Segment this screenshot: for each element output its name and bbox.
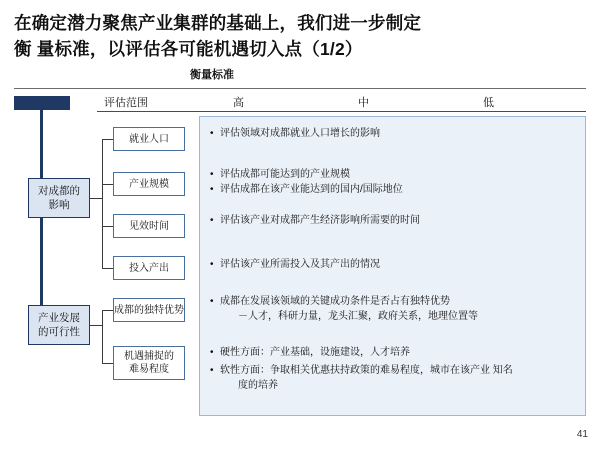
sub-item-label: 成都的独特优势 xyxy=(114,304,184,316)
bullet-item xyxy=(210,182,570,197)
sub-item-industry-scale xyxy=(113,172,185,196)
bullet-text: 软性方面：争取相关优惠扶持政策的难易程度，城市在该产业 知名 xyxy=(220,365,513,376)
bullet-item xyxy=(210,126,570,141)
page-number: 41 xyxy=(576,429,588,440)
bullet-text: 评估领域对成都就业人口增长的影响 xyxy=(220,128,380,139)
bullet-marker: • xyxy=(210,215,214,226)
category-impact-line2: 影响 xyxy=(48,199,70,211)
connector-impact-branch-3 xyxy=(102,226,113,227)
sub-item-input-output xyxy=(113,256,185,280)
connector-impact-branch-4 xyxy=(102,268,113,269)
category-feasible-line2: 的可行性 xyxy=(38,326,80,338)
bullet-item xyxy=(210,167,570,182)
connector-impact-branch-2 xyxy=(102,184,113,185)
bullet-text: 评估成都在该产业能达到的国内/国际地位 xyxy=(220,184,403,195)
sub-item-label: 见效时间 xyxy=(129,220,169,232)
connector-feasibility-stem xyxy=(90,325,102,326)
bullet-text: 硬性方面：产业基础，设施建设，人才培养 xyxy=(220,347,410,358)
navy-accent-bar xyxy=(14,96,70,110)
sub-item-opportunity-difficulty xyxy=(113,346,185,380)
bullet-item xyxy=(210,345,580,360)
bullet-marker: • xyxy=(210,259,214,270)
bullet-item xyxy=(210,213,570,228)
bullet-text: 评估该产业所需投入及其产出的情况 xyxy=(220,259,380,270)
category-feasible-line1: 产业发展 xyxy=(38,312,80,324)
sub-item-employment xyxy=(113,127,185,151)
connector-impact-branch-1 xyxy=(102,139,113,140)
category-impact-label xyxy=(38,184,80,212)
criteria-label: 衡量标准 xyxy=(190,69,234,81)
bullet-marker: • xyxy=(210,347,214,358)
bullet-marker: • xyxy=(210,365,214,376)
column-header-low: 低 xyxy=(483,97,494,109)
bullet-item xyxy=(210,257,570,272)
sub-item-label-line1: 机遇捕捉的 xyxy=(124,351,174,362)
bullet-marker: • xyxy=(210,169,214,180)
column-header-scope: 评估范围 xyxy=(104,97,148,109)
bullet-subtext: －人才，科研力量，龙头汇聚，政府关系，地理位置等 xyxy=(238,311,478,322)
category-box-impact xyxy=(28,178,90,218)
connector-impact-spine xyxy=(102,139,103,269)
connector-impact-stem xyxy=(90,198,102,199)
sub-item-label-line2: 难易程度 xyxy=(129,364,169,375)
title-line-2: 衡 量标准，以评估各可能机遇切入点（1/2） xyxy=(14,39,363,59)
column-header-high: 高 xyxy=(233,97,244,109)
bullet-subtext: 度的培养 xyxy=(238,380,278,391)
bullet-text: 成都在发展该领域的关键成功条件是否占有独特优势 xyxy=(220,296,450,307)
connector-feasibility-spine xyxy=(102,310,103,363)
bullet-item xyxy=(210,294,580,324)
column-header-mid: 中 xyxy=(358,97,369,109)
bullet-marker: • xyxy=(210,296,214,307)
sub-item-label: 就业人口 xyxy=(129,133,169,145)
category-box-feasibility xyxy=(28,305,90,345)
connector-feasibility-branch-1 xyxy=(102,310,113,311)
sub-item-label: 投入产出 xyxy=(129,262,169,274)
bullet-item xyxy=(210,363,580,393)
bullet-marker: • xyxy=(210,184,214,195)
bullet-text: 评估成都可能达到的产业规模 xyxy=(220,169,350,180)
column-header-divider xyxy=(97,111,586,112)
title-line-1: 在确定潜力聚焦产业集群的基础上，我们进一步制定 xyxy=(14,13,422,33)
sub-item-time-to-effect xyxy=(113,214,185,238)
connector-feasibility-branch-2 xyxy=(102,363,113,364)
sub-item-unique-advantage xyxy=(113,298,185,322)
title-divider xyxy=(14,88,586,89)
category-impact-line1: 对成都的 xyxy=(38,185,80,197)
category-feasible-label xyxy=(38,311,80,339)
page-title xyxy=(14,10,590,62)
sub-item-label: 产业规模 xyxy=(129,178,169,190)
bullet-marker: • xyxy=(210,128,214,139)
bullet-text: 评估该产业对成都产生经济影响所需要的时间 xyxy=(220,215,420,226)
sub-item-label xyxy=(124,350,174,376)
